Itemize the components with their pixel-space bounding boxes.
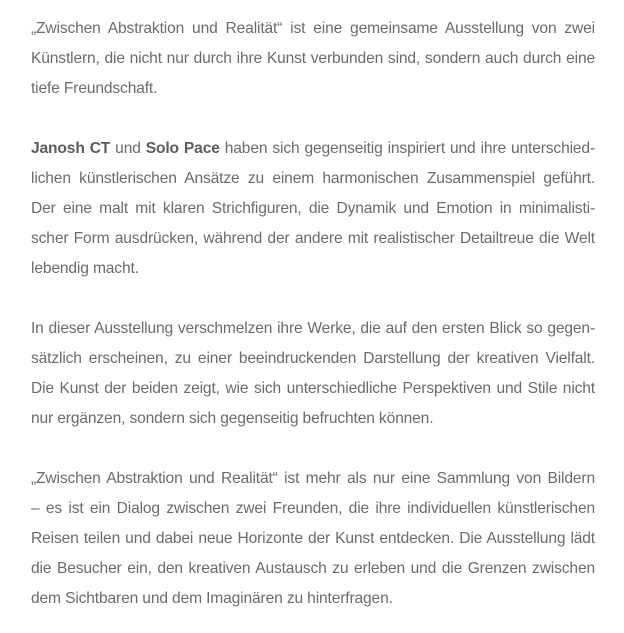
text-line: lichen künstlerischen Ansätze zu einem harmonischen Zusammenspiel geführt. xyxy=(31,170,595,187)
paragraph-intro xyxy=(31,14,595,104)
paragraph-spacer xyxy=(31,284,595,314)
text-line: – es ist ein Dialog zwischen zwei Freunden, die ihre individuellen künstlerischen xyxy=(31,500,595,517)
paragraph-spacer xyxy=(31,104,595,134)
text-line: Künstlern, die nicht nur durch ihre Kunst verbunden sind, sondern auch durch eine xyxy=(31,50,595,67)
text-line: tiefe Freundschaft. xyxy=(31,80,158,97)
artist-connector: und xyxy=(110,140,146,157)
text-line: Der eine malt mit klaren Strichfiguren, die Dynamik und Emotion in minimalisti- xyxy=(31,200,595,217)
text-line: lebendig macht. xyxy=(31,260,139,277)
text-line: Reisen teilen und dabei neue Horizonte der Kunst entdecken. Die Ausstellung lädt xyxy=(31,530,595,547)
paragraph-dialog xyxy=(31,464,595,614)
paragraph-spacer xyxy=(31,434,595,464)
artist-name-janosh: Janosh CT xyxy=(31,140,111,157)
text-line-rest: haben sich gegenseitig inspiriert und ihre unterschied- xyxy=(219,140,595,157)
text-line: „Zwischen Abstraktion und Realität“ ist eine gemeinsame Ausstellung von zwei xyxy=(31,20,595,37)
text-line: „Zwischen Abstraktion und Realität“ ist mehr als nur eine Sammlung von Bildern xyxy=(31,470,595,487)
paragraph-artists xyxy=(31,134,595,284)
text-line: Die Kunst der beiden zeigt, wie sich unterschiedliche Perspektiven und Stile nicht xyxy=(31,380,595,397)
text-line: dem Sichtbaren und dem Imaginären zu hinterfragen. xyxy=(31,590,393,607)
exhibition-description xyxy=(31,14,595,614)
text-line: die Besucher ein, den kreativen Austausch zu erleben und die Grenzen zwischen xyxy=(31,560,595,577)
text-line: scher Form ausdrücken, während der andere mit realistischer Detailtreue die Welt xyxy=(31,230,595,247)
text-line: nur ergänzen, sondern sich gegenseitig befruchten können. xyxy=(31,410,434,427)
paragraph-exhibition xyxy=(31,314,595,434)
text-line: sätzlich erscheinen, zu einer beeindruckenden Darstellung der kreativen Vielfalt. xyxy=(31,350,595,367)
artist-name-solo-pace: Solo Pace xyxy=(145,140,220,157)
text-line: In dieser Ausstellung verschmelzen ihre Werke, die auf den ersten Blick so gegen- xyxy=(31,320,595,337)
text-line xyxy=(31,134,595,164)
